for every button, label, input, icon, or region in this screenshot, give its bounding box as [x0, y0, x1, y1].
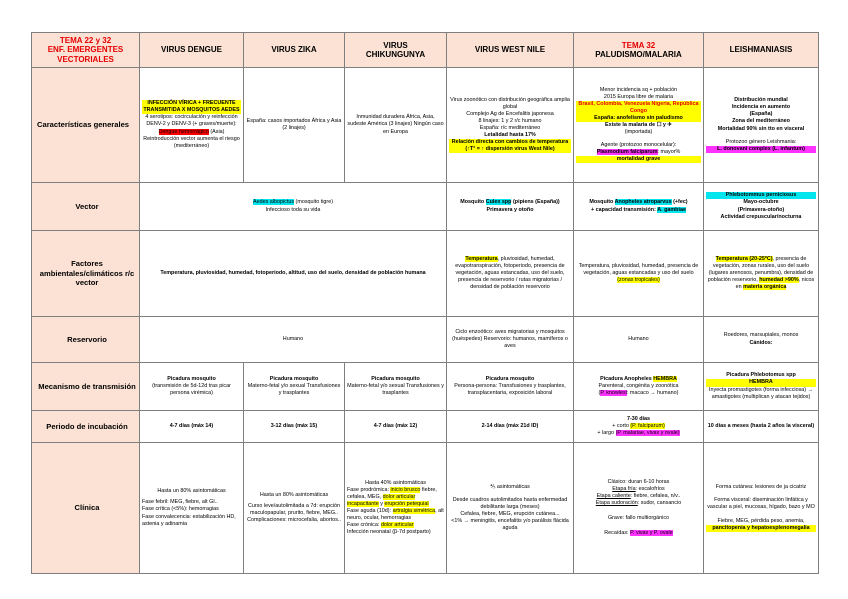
leish-l3: (España)	[749, 111, 773, 118]
leish-factores-l1: , presencia de vegetación, zonas rurales, uso del suelo (lugares arenosos, penumbra), densidad de población reservorio,	[707, 255, 814, 283]
cell-dzc-vector	[140, 183, 447, 231]
mal-falciparum: Plasmodium falciparum	[596, 149, 658, 156]
mal-mec-l2: Parenteral, congénita y zoonótica	[598, 382, 679, 389]
mal-inc-largo: + largo	[597, 430, 615, 436]
cell-dzc-reservorio: Humano	[140, 317, 447, 363]
malaria-title: PALUDISMO/MALARIA	[595, 50, 682, 59]
row-caracteristicas	[32, 68, 819, 183]
anopheles: Anopheles atroparvus	[614, 199, 672, 206]
row-label-reservorio: Reservorio	[32, 317, 140, 363]
cell-wn-clinica	[447, 443, 574, 574]
dzc-factores-text: Temperatura, pluviosidad, humedad, fotoperiodo, altitud, uso del suelo, densidad de población humana	[160, 269, 426, 276]
cell-dengue-incubacion: 4-7 días (máx 14)	[140, 411, 244, 443]
wn-mec-title: Picadura mosquito	[485, 375, 535, 382]
corner-line-1: TEMA 22 y 32	[59, 36, 112, 46]
cell-leish-clinica	[704, 443, 819, 574]
mal-vector-l1	[576, 199, 701, 206]
mal-l9: mortalidad grave	[576, 156, 701, 163]
mal-sudoracion: Etapa sudoración	[595, 500, 638, 506]
chik-artralgia: artralgia simétrica	[392, 508, 436, 514]
header-zika: VIRUS ZIKA	[244, 33, 345, 68]
corner-line-2: ENF. EMERGENTES	[47, 45, 124, 55]
leish-vector-l4: Actividad crepuscular/nocturna	[720, 213, 802, 220]
cell-wn-vector	[447, 183, 574, 231]
wn-l3: 8 linajes: 1 y 2 r/c humano	[478, 117, 542, 124]
row-reservorio	[32, 317, 819, 363]
leish-res-l1: Roedores, marsupiales, monos	[723, 332, 799, 339]
cell-leish-incubacion: 10 días a meses (hasta 2 años la visceral)	[704, 411, 819, 443]
leish-l7: L. donovani complex (L. infantum)	[706, 146, 816, 153]
header-corner	[32, 33, 140, 68]
chik-prodromica: Fase prodrómica:	[347, 486, 389, 493]
chik-mec-text: Materno-fetal y/o sexual Transfusiones y trasplantes	[347, 382, 444, 396]
wn-l7: (↑T° = ↑ dispersión virus West Nile)	[449, 146, 571, 153]
wn-vector-b: (pipiens (España))	[512, 199, 560, 206]
mal-vector-l2	[576, 207, 701, 214]
wn-cli-l1: ⅘ asintomáticas	[490, 483, 530, 490]
row-label-factores: Factores ambientales/climáticos r/c vector	[32, 231, 140, 317]
cell-zika-mecanismo	[244, 363, 345, 411]
dzc-vector-l1	[142, 199, 444, 206]
cell-chik-caracteristicas: Inmunidad duradera África, Asia, sudeste América (3 linajes) Ningún caso en Europa	[345, 68, 447, 183]
cell-wn-reservorio: Ciclo enzoótico: aves migratorias y mosquitos (huéspedes) Reservorio: humanos, mamíferos o aves	[447, 317, 574, 363]
cell-leish-vector	[704, 183, 819, 231]
mal-inc-falciparum: (P. falciparum)	[630, 422, 665, 429]
leish-factores-l2: , nicos en	[735, 277, 815, 291]
mal-l6: (importada)	[624, 129, 653, 136]
leish-l1: Distribución mundial	[734, 97, 788, 104]
mal-l1: Menor incidencia sq + población	[599, 86, 678, 93]
wn-vector-l2: Primavera y otoño	[486, 206, 534, 213]
mal-mayor: : mayor%	[657, 149, 681, 156]
wn-temperatura: Temperatura	[465, 255, 498, 262]
gambiae: A. gambiae	[657, 206, 686, 213]
chik-y: y	[380, 500, 383, 507]
dengue-serotipos: 4 serotipos: cocirculación y reinfección	[145, 114, 238, 121]
chik-line-2: CHIKUNGUNYA	[365, 50, 426, 59]
dengue-denv	[142, 121, 241, 135]
wn-l6: Relación directa con cambios de temperatura	[449, 139, 571, 146]
mal-escalofrios: : escalofríos	[635, 485, 665, 492]
leish-mec-title: Picadura Phlebotomus spp	[726, 372, 796, 379]
mal-cli-l2	[576, 486, 701, 493]
leish-cli-l3: Fiebre, MEG, pérdida peso, anemia,	[717, 517, 805, 524]
chik-dolor: dolor articular incapacitante	[347, 493, 416, 507]
leish-l4: Zona del mediterráneo	[732, 118, 790, 125]
cell-zika-incubacion: 3-12 días (máx 15)	[244, 411, 345, 443]
dengue-mec-title: Picadura mosquito	[167, 375, 216, 382]
chik-cronica: Fase crónica:	[347, 522, 380, 529]
wn-l4: España: r/c mediterráneo	[479, 125, 541, 131]
mal-caliente: Etapa caliente	[596, 492, 631, 499]
cell-wn-caracteristicas	[447, 68, 574, 183]
leish-mec-l2: Inyecta promastigotes (forma infecciosa) → amastigotes (multiplican y atacan tejidos)	[709, 386, 813, 400]
wn-l2: Complejo Ag de Encefalitis japonesa	[466, 110, 554, 117]
mal-factores-l1: Temperatura, pluviosidad, humedad, presencia de vegetación, aguas estancadas y uso del suelo	[578, 262, 699, 276]
malaria-tema: TEMA 32	[621, 40, 656, 50]
mal-vivax-ovale: P. vivax y P. ovale	[630, 530, 673, 537]
leish-cli-l2: Forma visceral: diseminación linfática y vascular a piel, mucosas, hígado, bazo y MO	[707, 497, 815, 511]
wn-l1: Virus zoonótico con distribución geográfica amplia global	[450, 96, 570, 110]
cell-leish-caracteristicas	[704, 68, 819, 183]
aedes-albopictus: Aedes albopictus	[252, 199, 295, 206]
mal-mec-l3	[576, 390, 701, 397]
row-mecanismo	[32, 363, 819, 411]
mal-cli-l3	[576, 493, 701, 500]
dengue-reintroduccion: Reintroducción vector aumenta el riesgo (mediterráneo)	[143, 135, 240, 149]
mal-inc-l1: 7-30 días	[626, 415, 651, 422]
mal-capacidad: + capacidad transmisión:	[591, 206, 656, 213]
chik-cli-l2	[347, 487, 444, 508]
mal-l5: Existe la malaria de ☐ y ✈	[605, 122, 672, 128]
comparison-table	[31, 32, 819, 574]
header-chikungunya	[345, 33, 447, 68]
corner-line-3: VECTORIALES	[57, 54, 114, 64]
leish-pancitopenia: pancitopenia y hepatoesplenomegalia	[706, 525, 816, 532]
header-leishmaniasis: LEISHMANIASIS	[704, 33, 819, 68]
mal-vector-a: Mosquito	[589, 199, 614, 206]
cell-dzc-factores	[140, 231, 447, 317]
wn-l5: Letalidad hasta 17%	[484, 132, 536, 139]
leish-humedad: humedad >90%	[759, 277, 799, 283]
denv-text: DENV-2 y DENV-3 (+ graves/muerte):	[146, 121, 237, 128]
chik-cli-l1: Hasta 40% asintomáticas	[365, 479, 426, 486]
mal-inc-otros: (P. malariae, vivax y ovale)	[615, 430, 680, 436]
cell-zika-caracteristicas: España: casos importados África y Asia (2 linajes)	[244, 68, 345, 183]
mal-fria: Etapa fría	[612, 485, 636, 492]
wn-cli-l4: <1% → meningitis, encefalitis y/o parálisis flácida aguda	[451, 518, 569, 532]
header-dengue: VIRUS DENGUE	[140, 33, 244, 68]
chik-fiebre: fiebre, cefalea, MEG,	[347, 486, 437, 500]
zika-mec-title: Picadura mosquito	[269, 375, 319, 382]
culex: Culex spp	[485, 199, 512, 206]
mal-sudor: : sudor, cansancio	[637, 500, 682, 506]
mal-l7: Agente (protozoo monocelular):	[600, 142, 677, 149]
row-label-mecanismo: Mecanismo de transmisión	[32, 363, 140, 411]
row-label-caracteristicas: Características generales	[32, 68, 140, 183]
dengue-cli-l4: Fase convalecencia: estabilización HD, astenia y adinamia	[142, 513, 236, 527]
row-label-incubacion: Periodo de incubación	[32, 411, 140, 443]
leish-l2: Incidencia en aumento	[731, 104, 791, 111]
zika-mec-text: Materno-fetal y/o sexual Transfusiones y trasplantes	[247, 382, 341, 396]
row-incubacion	[32, 411, 819, 443]
row-factores	[32, 231, 819, 317]
row-vector	[32, 183, 819, 231]
chik-cronica-dolor: dolor articular	[380, 522, 414, 529]
wn-factores-rest: , pluviosidad, humedad, evapotranspiración, fotoperiodo, presencia de vegetación, aguas estancadas, uso del suelo, presencia de reservorio / rutas migratorias / densidad de población reservorio	[455, 255, 565, 291]
mal-vector-b: (+fec)	[673, 199, 688, 206]
mal-cli-l5: Grave: fallo multiorgánico	[607, 515, 670, 522]
mal-inc-l3	[576, 430, 701, 437]
mosquito-tigre: (mosquito tigre)	[295, 199, 333, 206]
cell-mal-factores	[574, 231, 704, 317]
header-row	[32, 33, 819, 68]
mal-mec-title	[576, 376, 701, 383]
leish-l5: Mortalidad 90% sin tto en visceral	[717, 125, 805, 132]
cell-mal-clinica	[574, 443, 704, 574]
mal-inc-corto: + corto	[612, 422, 629, 429]
dengue-cli-l3: Fase crítica (<5%): hemorragias	[142, 506, 219, 513]
cell-mal-vector	[574, 183, 704, 231]
cell-wn-incubacion: 2-14 días (máx 21d ID)	[447, 411, 574, 443]
dengue-cli-l2: Fase febril: MEG, fiebre, alt GI..	[142, 499, 218, 506]
wn-vector-a: Mosquito	[460, 199, 485, 206]
zika-cli-l3: Complicaciones: microcefalia, abortos..	[247, 517, 341, 524]
denv-asia: (Asia)	[210, 128, 225, 135]
mal-hembra: HEMBRA	[653, 375, 677, 382]
dengue-mec-text: (transmisión de 5d-12d tras picar persona virémica)	[152, 382, 231, 396]
cell-chik-mecanismo	[345, 363, 447, 411]
cell-dengue-mecanismo	[140, 363, 244, 411]
cell-mal-reservorio: Humano	[574, 317, 704, 363]
mal-recaidas: Recaídas:	[604, 530, 629, 537]
mal-l8	[576, 149, 701, 156]
mal-mec-picadura: Picadura Anopheles	[600, 375, 652, 382]
cell-wn-mecanismo	[447, 363, 574, 411]
row-label-vector: Vector	[32, 183, 140, 231]
wn-cli-l3: Cefalea, fiebre, MEG, erupción cutánea...	[460, 511, 560, 517]
leish-res-l2: Cánidos:	[749, 339, 773, 346]
leish-materia: materia orgánica	[743, 284, 787, 291]
zika-cli-l1: Hasta un 80% asintomáticas	[259, 491, 329, 498]
cell-leish-factores	[704, 231, 819, 317]
phlebotommus: Phlebotommus perniciosus	[706, 192, 816, 199]
row-clinica	[32, 443, 819, 574]
chik-cli-l4	[347, 522, 444, 529]
mal-inc-l2	[576, 423, 701, 430]
mal-l2: 2015 Europa libre de malaria	[603, 93, 674, 100]
leish-vector-l3: (Primavera-otoño)	[737, 206, 785, 213]
mal-l4: España: anofelismo sin paludismo	[576, 115, 701, 122]
cell-dengue-clinica	[140, 443, 244, 574]
wn-cli-l2: Desde cuadros autolimitados hasta enfermedad debilitante larga (meses)	[452, 496, 568, 510]
chik-brusco: inicio brusco	[390, 486, 421, 493]
leish-vector-l2: Mayo-octubre	[743, 199, 779, 206]
chik-erupcion: erupción petequial	[384, 500, 429, 507]
chik-cli-l5: Infección neonatal (β-7d postparto)	[347, 529, 431, 536]
header-malaria	[574, 33, 704, 68]
leish-temperatura: Temperatura (20-25ºC)	[715, 255, 773, 262]
dengue-cli-l1: Hasta un 80% asintomáticas	[157, 488, 226, 495]
cell-chik-clinica	[345, 443, 447, 574]
row-label-clinica: Clínica	[32, 443, 140, 574]
zika-cli-l2: Curso leve/autolimitada a 7d: erupción maculopapular, prurito, fiebre, MEG..	[248, 502, 340, 516]
chik-aguda: Fase aguda (10d):	[347, 508, 392, 514]
header-westnile: VIRUS WEST NILE	[447, 33, 574, 68]
mal-cli-l6	[576, 530, 701, 537]
cell-zika-clinica	[244, 443, 345, 574]
cell-mal-mecanismo	[574, 363, 704, 411]
mal-cli-l1: Clásico: duran 6-10 horas	[607, 478, 670, 485]
mal-macaco: : macaco → humano)	[626, 390, 679, 396]
cell-dengue-caracteristicas	[140, 68, 244, 183]
cell-leish-mecanismo	[704, 363, 819, 411]
mal-cli-l4	[576, 500, 701, 507]
dengue-highlight: INFECCIÓN VÍRICA + FRECUENTE TRANSMITIDA X MOSQUITOS AEDES	[143, 100, 240, 114]
cell-chik-incubacion: 4-7 días (máx 12)	[345, 411, 447, 443]
chik-aguda-rest: , alt neuro, ocular, hemorragias	[347, 508, 444, 522]
wn-vector-l1	[449, 199, 571, 206]
chik-line-1: VIRUS	[383, 40, 408, 50]
cell-leish-reservorio	[704, 317, 819, 363]
wn-mec-text: Persona-persona: Transfusiones y trasplantes, transplacentaria, exposición laboral	[454, 382, 566, 396]
leish-cli-l1: Forma cutánea: lesiones de ja cicatriz	[715, 484, 807, 491]
cell-malaria-caracteristicas	[574, 68, 704, 183]
chik-mec-title: Picadura mosquito	[371, 375, 420, 382]
leish-hembra: HEMBRA	[706, 379, 816, 386]
mal-fiebre: : fiebre, cefalea, n/v..	[630, 492, 681, 499]
cell-wn-factores	[447, 231, 574, 317]
cell-mal-incubacion	[574, 411, 704, 443]
dzc-vector-l2: Infeccioso toda su vida	[265, 206, 321, 213]
knowlesi: P. knowlesi	[600, 390, 627, 396]
dengue-hemorragico: Dengue hemorrágico	[158, 128, 209, 135]
mal-l3: Brasil, Colombia, Venezuela Nigeria, República Congo	[576, 101, 701, 115]
chik-cli-l3	[347, 508, 444, 522]
mal-tropicales: (zonas tropicales)	[617, 277, 660, 283]
leish-l6: Protozoo género Leishmania:	[725, 138, 797, 145]
